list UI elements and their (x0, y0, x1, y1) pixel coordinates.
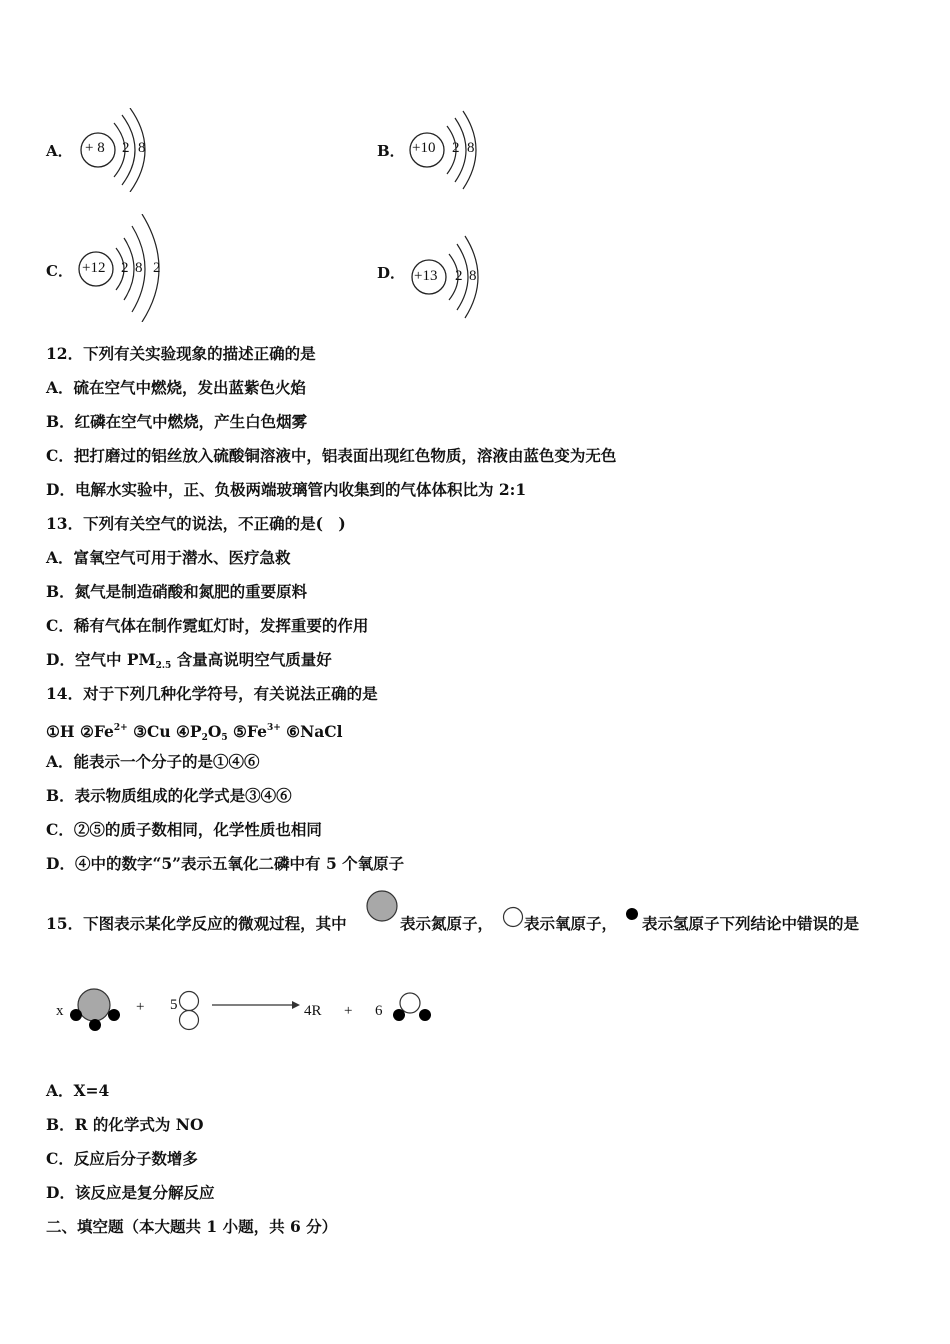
shell-2: 8 (138, 140, 146, 156)
q12-option-c[interactable]: C．把打磨过的铝丝放入硫酸铜溶液中，铝表面出现红色物质，溶液由蓝色变为无色 (46, 446, 617, 465)
q12-option-a[interactable]: A．硫在空气中燃烧，发出蓝紫色火焰 (46, 378, 307, 397)
option-label: D． (377, 264, 406, 282)
shell-2: 8 (469, 268, 477, 284)
plus-sign: + (344, 1003, 353, 1019)
oxygen-molecule-icon (176, 989, 202, 1033)
subscript: 2 (201, 733, 208, 743)
q15-option-d[interactable]: D．该反应是复分解反应 (46, 1183, 215, 1202)
water-molecule-icon (388, 991, 436, 1025)
symbol-5 (233, 722, 281, 741)
q13-option-b[interactable]: B．氮气是制造硝酸和氮肥的重要原料 (46, 582, 308, 601)
plus-sign: + (136, 999, 145, 1015)
subscript: 2.5 (155, 661, 172, 671)
option-label: B． (377, 142, 405, 160)
reaction-diagram (50, 985, 450, 1035)
question-15-stem (46, 914, 347, 934)
nucleus-charge: +12 (82, 260, 106, 276)
nitrogen-atom-legend-icon (365, 890, 399, 924)
option-text: 含量高说明空气质量好 (171, 650, 332, 669)
atom-option-c[interactable] (46, 214, 186, 324)
question-14-stem: 14．对于下列几种化学符号，有关说法正确的是 (46, 684, 378, 703)
charge: 2+ (113, 723, 128, 733)
q12-option-d[interactable]: D．电解水实验中，正、负极两端玻璃管内收集到的气体体积比为 2:1 (46, 480, 527, 499)
shell-1: 2 (121, 260, 129, 276)
coefficient-6: 6 (375, 1003, 383, 1019)
hydrogen-atom-legend-icon (625, 907, 639, 921)
shell-2: 8 (467, 140, 475, 156)
charge: 3+ (266, 723, 281, 733)
option-label: A． (46, 142, 73, 160)
question-13-stem: 13．下列有关空气的说法，不正确的是( ) (46, 514, 346, 533)
atom-option-b[interactable] (377, 108, 517, 192)
nucleus-charge: +10 (412, 140, 436, 156)
shell-1: 2 (455, 268, 463, 284)
q12-option-b[interactable]: B．红磷在空气中燃烧，产生白色烟雾 (46, 412, 308, 431)
symbol-3: ③Cu (133, 722, 171, 741)
q15-option-a[interactable]: A．X=4 (46, 1081, 110, 1100)
stem-text: 15．下图表示某化学反应的微观过程，其中 (46, 914, 347, 933)
q14-option-c[interactable]: C．②⑤的质子数相同，化学性质也相同 (46, 820, 322, 839)
question-12-stem: 12．下列有关实验现象的描述正确的是 (46, 344, 316, 363)
coefficient-x: x (56, 1003, 64, 1019)
ammonia-molecule-icon (66, 985, 126, 1035)
option-text: D．空气中 PM (46, 650, 156, 669)
q14-option-a[interactable]: A．能表示一个分子的是①④⑥ (46, 752, 260, 771)
option-label: C． (46, 262, 73, 280)
legend-nitrogen-text: 表示氮原子， (400, 914, 494, 933)
shell-2: 8 (135, 260, 143, 276)
symbol-text: ⑤Fe (233, 722, 267, 741)
symbol-text: O (207, 722, 222, 741)
q14-option-d[interactable]: D．④中的数字“5”表示五氧化二磷中有 5 个氧原子 (46, 854, 405, 873)
subscript: 5 (221, 733, 228, 743)
shell-1: 2 (122, 140, 130, 156)
legend-hydrogen-text: 表示氢原子下列结论中错误的是 (642, 914, 860, 933)
symbol-2 (80, 722, 128, 741)
chemical-symbols-list (46, 718, 343, 748)
symbol-4 (176, 722, 228, 741)
coefficient-5: 5 (170, 997, 178, 1013)
oxygen-atom-legend-icon (502, 906, 524, 928)
reaction-arrow-icon (212, 999, 302, 1011)
q13-option-d[interactable] (46, 650, 332, 676)
symbol-text: ②Fe (79, 722, 114, 741)
q14-option-b[interactable]: B．表示物质组成的化学式是③④⑥ (46, 786, 292, 805)
legend-oxygen-text: 表示氧原子， (524, 914, 618, 933)
symbol-text: ④P (176, 722, 202, 741)
symbol-6: ⑥NaCl (286, 722, 343, 741)
nucleus-charge: + 8 (85, 140, 105, 156)
atom-option-d[interactable] (377, 234, 517, 320)
shell-3: 2 (153, 260, 161, 276)
q15-option-b[interactable]: B．R 的化学式为 NO (46, 1115, 204, 1134)
q13-option-c[interactable]: C．稀有气体在制作霓虹灯时，发挥重要的作用 (46, 616, 369, 635)
q15-option-c[interactable]: C．反应后分子数增多 (46, 1149, 198, 1168)
shell-1: 2 (452, 140, 460, 156)
nucleus-charge: +13 (414, 268, 438, 284)
symbol-1: ①H (46, 722, 75, 741)
q13-option-a[interactable]: A．富氧空气可用于潜水、医疗急救 (46, 548, 291, 567)
product-4r: 4R (304, 1003, 322, 1019)
section-heading: 二、填空题（本大题共 1 小题，共 6 分） (46, 1217, 338, 1236)
atom-option-a[interactable] (46, 108, 186, 192)
